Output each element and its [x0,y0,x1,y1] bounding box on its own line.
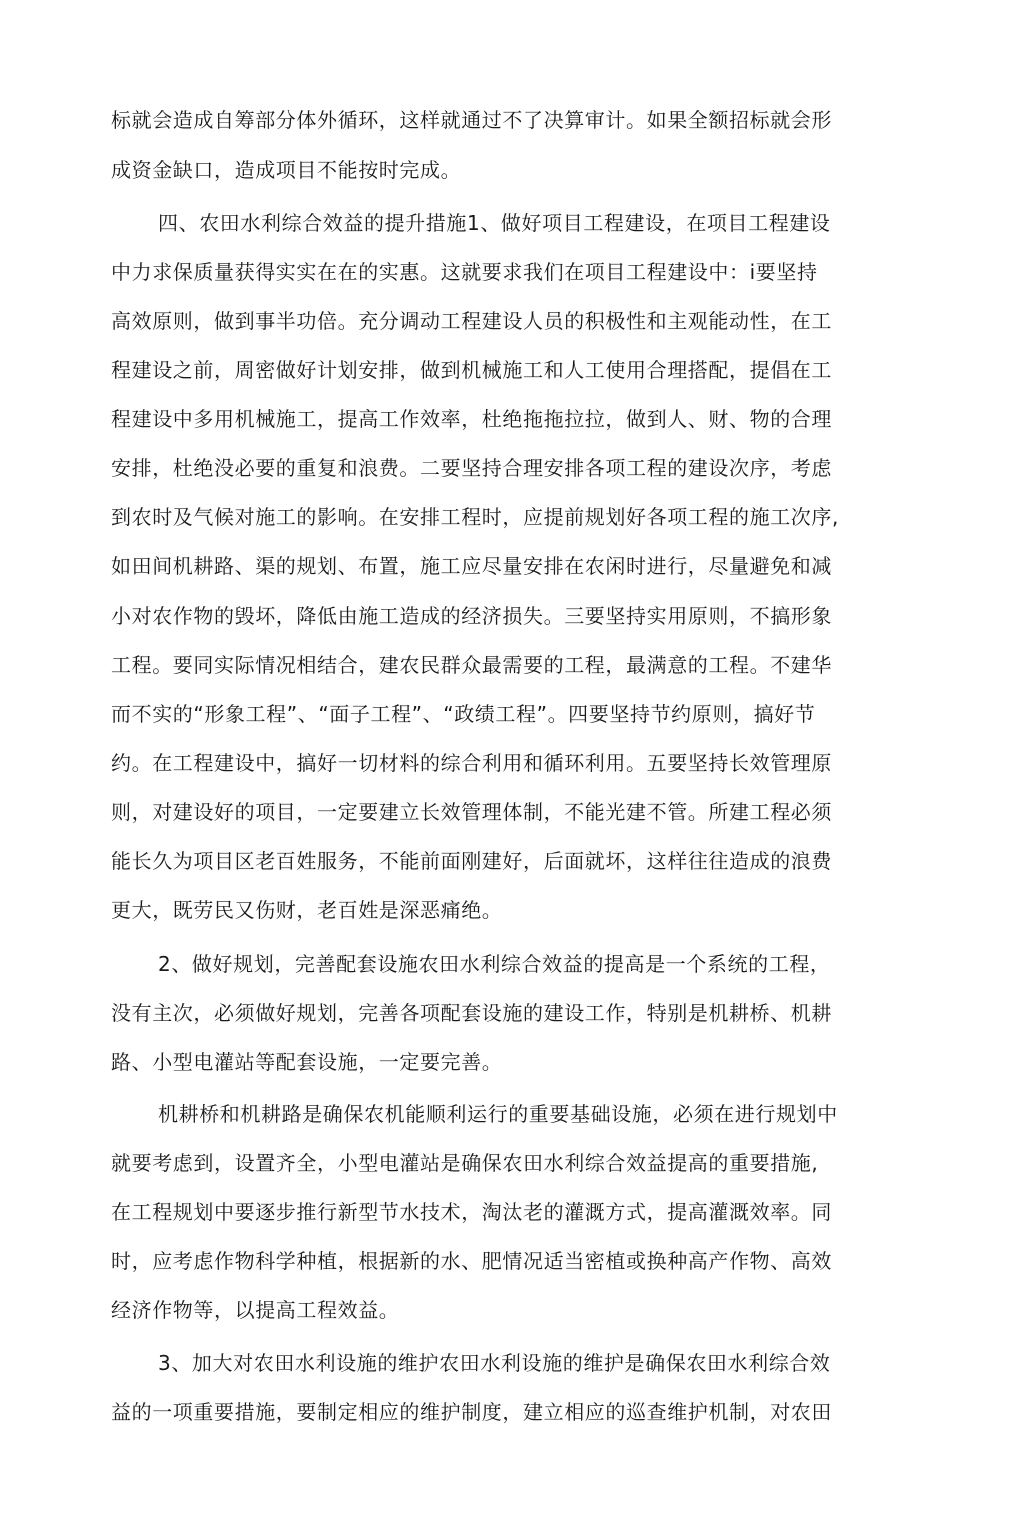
text-line: 3、加大对农田水利设施的维护农田水利设施的维护是确保农田水利综合效 [158,1351,831,1375]
text-line: 就要考虑到，设置齐全，小型电灌站是确保农田水利综合效益提高的重要措施, [111,1151,819,1175]
text-line: 没有主次，必须做好规划，完善各项配套设施的建设工作，特别是机耕桥、机耕 [111,1001,832,1025]
text-line: 四、农田水利综合效益的提升措施1、做好项目工程建设，在项目工程建设 [158,211,831,235]
text-line: 成资金缺口，造成项目不能按时完成。 [111,158,462,182]
text-line: 而不实的“形象工程”、“面子工程”、“政绩工程”。四要坚持节约原则，搞好节 [111,702,816,726]
text-line: 工程。要同实际情况相结合，建农民群众最需要的工程，最满意的工程。不建华 [111,653,832,677]
text-line: 益的一项重要措施，要制定相应的维护制度，建立相应的巡查维护机制，对农田 [111,1400,832,1424]
text-line: 路、小型电灌站等配套设施，一定要完善。 [111,1050,503,1074]
text-line: 程建设中多用机械施工，提高工作效率，杜绝拖拖拉拉，做到人、财、物的合理 [111,407,832,431]
text-line: 经济作物等，以提高工程效益。 [111,1298,400,1322]
text-line: 如田间机耕路、渠的规划、布置，施工应尽量安排在农闲时进行，尽量避免和减 [111,554,832,578]
text-line: 约。在工程建设中，搞好一切材料的综合利用和循环利用。五要坚持长效管理原 [111,751,832,775]
text-line: 在工程规划中要逐步推行新型节水技术，淘汰老的灌溉方式，提高灌溉效率。同 [111,1200,832,1224]
text-line: 标就会造成自筹部分体外循环，这样就通过不了决算审计。如果全额招标就会形 [111,108,832,132]
text-line: 安排，杜绝没必要的重复和浪费。二要坚持合理安排各项工程的建设次序，考虑 [111,456,832,480]
text-line: 更大，既劳民又伤财，老百姓是深恶痛绝。 [111,898,503,922]
text-line: 2、做好规划，完善配套设施农田水利综合效益的提高是一个系统的工程， [158,952,831,976]
text-line: 时，应考虑作物科学种植，根据新的水、肥情况适当密植或换种高产作物、高效 [111,1249,832,1273]
text-line: 到农时及气候对施工的影响。在安排工程时，应提前规划好各项工程的施工次序, [111,505,839,529]
text-line: 小对农作物的毁坏，降低由施工造成的经济损失。三要坚持实用原则，不搞形象 [111,604,832,628]
text-line: 中力求保质量获得实实在在的实惠。这就要求我们在项目工程建设中：i要坚持 [111,260,818,284]
text-line: 程建设之前，周密做好计划安排，做到机械施工和人工使用合理搭配，提倡在工 [111,358,832,382]
text-line: 机耕桥和机耕路是确保农机能顺利运行的重要基础设施，必须在进行规划中 [158,1102,838,1126]
text-line: 则，对建设好的项目，一定要建立长效管理体制，不能光建不管。所建工程必须 [111,800,832,824]
text-line: 高效原则，做到事半功倍。充分调动工程建设人员的积极性和主观能动性，在工 [111,309,832,333]
text-line: 能长久为项目区老百姓服务，不能前面刚建好，后面就坏，这样往往造成的浪费 [111,849,832,873]
